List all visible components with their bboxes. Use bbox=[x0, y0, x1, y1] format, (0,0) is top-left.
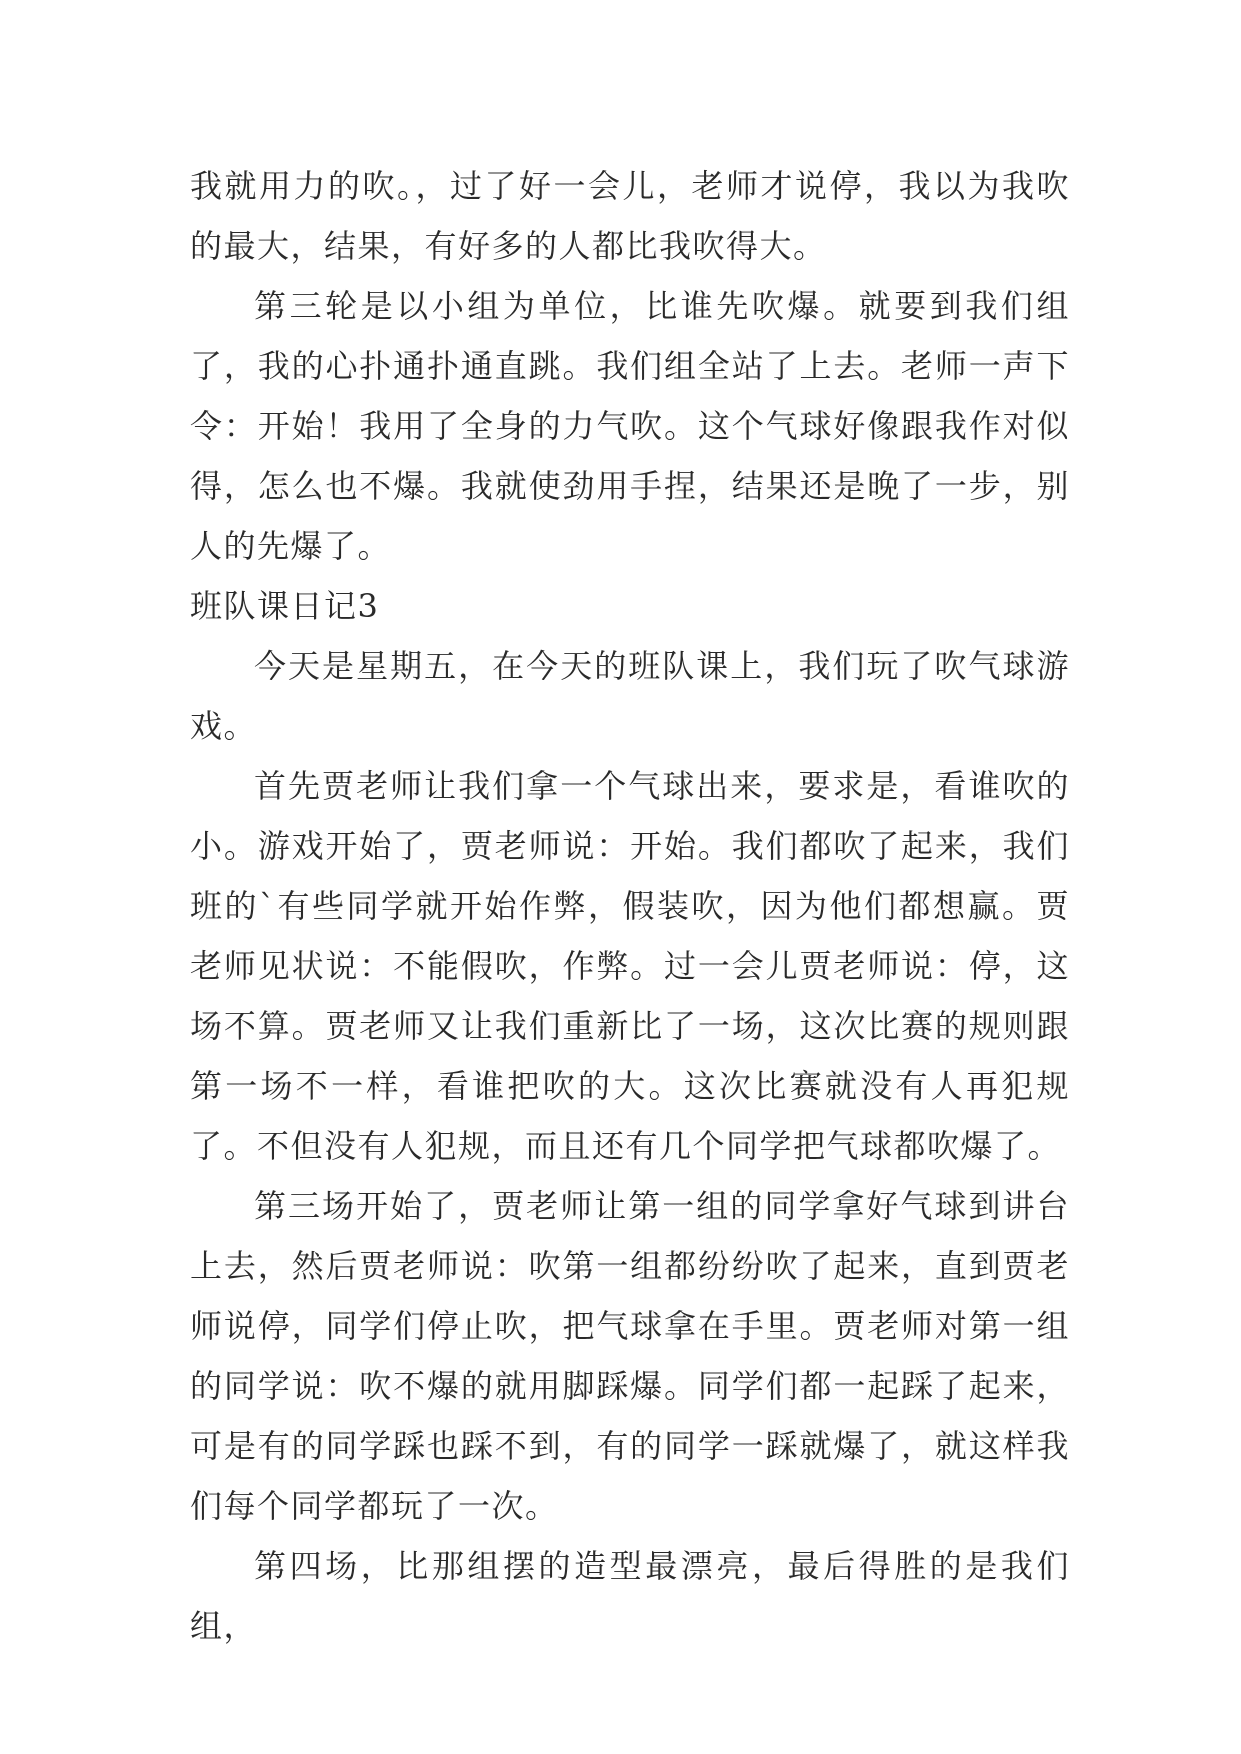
paragraph-continuation: 我就用力的吹。，过了好一会儿，老师才说停，我以为我吹的最大，结果，有好多的人都比我吹得大。 bbox=[190, 167, 1070, 265]
paragraph-third-game: 第三场开始了，贾老师让第一组的同学拿好气球到讲台上去，然后贾老师说：吹第一组都纷纷吹了起来，直到贾老师说停，同学们停止吹，把气球拿在手里。贾老师对第一组的同学说：吹不爆的就用脚踩爆。同学们都一起踩了起来，可是有的同学踩也踩不到，有的同学一踩就爆了，就这样我们每个同学都玩了一次。 bbox=[190, 1187, 1070, 1525]
section-title: 班队课日记3 bbox=[190, 587, 380, 625]
paragraph-third-round: 第三轮是以小组为单位，比谁先吹爆。就要到我们组了，我的心扑通扑通直跳。我们组全站了上去。老师一声下令：开始！我用了全身的力气吹。这个气球好像跟我作对似得，怎么也不爆。我就使劲用手捏，结果还是晚了一步，别人的先爆了。 bbox=[190, 287, 1070, 565]
document-body bbox=[190, 156, 1070, 1656]
paragraph-fourth-game: 第四场，比那组摆的造型最漂亮，最后得胜的是我们组， bbox=[190, 1547, 1070, 1645]
paragraph-intro: 今天是星期五，在今天的班队课上，我们玩了吹气球游戏。 bbox=[190, 647, 1070, 745]
paragraph-first-game: 首先贾老师让我们拿一个气球出来，要求是，看谁吹的小。游戏开始了，贾老师说：开始。我们都吹了起来，我们班的`有些同学就开始作弊，假装吹，因为他们都想赢。贾老师见状说：不能假吹，作弊。过一会儿贾老师说：停，这场不算。贾老师又让我们重新比了一场，这次比赛的规则跟第一场不一样，看谁把吹的大。这次比赛就没有人再犯规了。不但没有人犯规，而且还有几个同学把气球都吹爆了。 bbox=[190, 767, 1070, 1165]
